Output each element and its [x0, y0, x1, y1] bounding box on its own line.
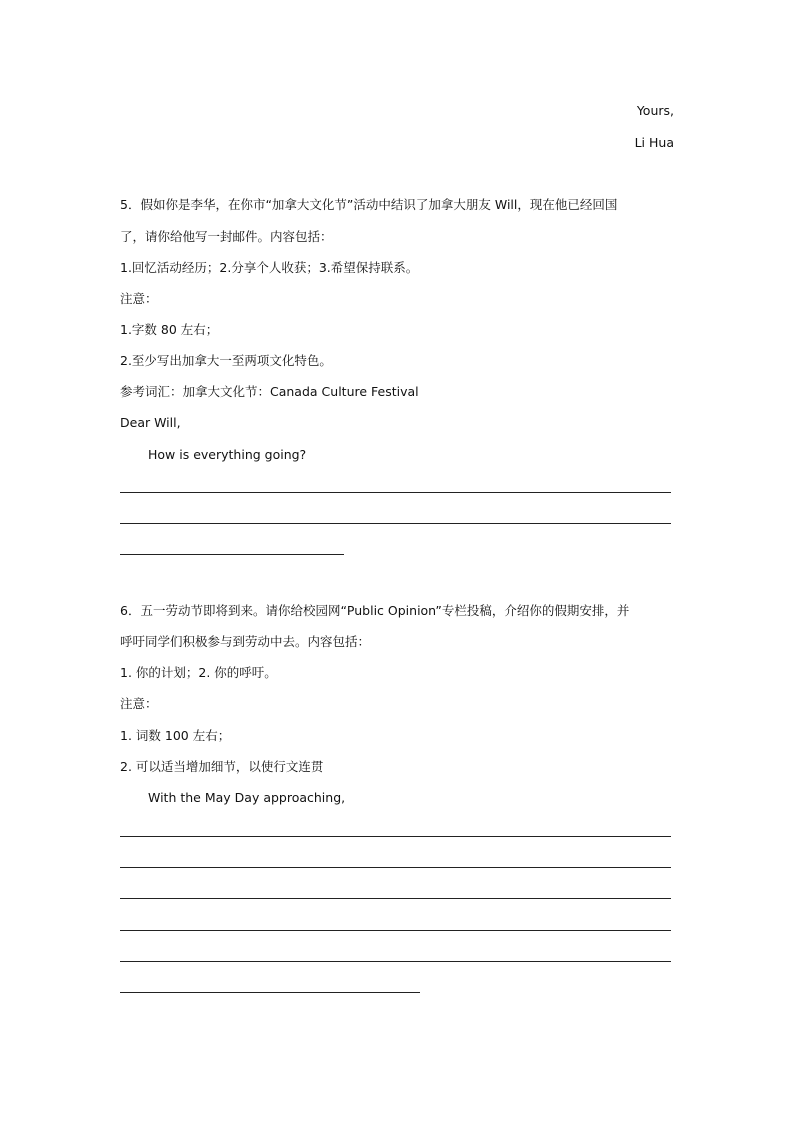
q6-answer-line-6[interactable]	[120, 992, 420, 993]
q5-content-points: 1.回忆活动经历；2.分享个人收获；3.希望保持联系。	[120, 260, 419, 275]
q6-content-points: 1. 你的计划；2. 你的呼吁。	[120, 665, 277, 680]
closing-sign-off: Yours,	[636, 103, 674, 118]
q5-opening-sentence: How is everything going?	[148, 447, 307, 462]
q5-notes-heading: 注意：	[120, 291, 158, 306]
q6-prompt-line-1: 6．五一劳动节即将到来。请你给校园网“Public Opinion”专栏投稿，介绍你的假期安排，并	[120, 603, 630, 618]
q5-note-1: 1.字数 80 左右；	[120, 322, 219, 337]
q5-greeting: Dear Will,	[120, 415, 181, 430]
q6-opening-sentence: With the May Day approaching,	[148, 790, 346, 805]
q6-note-1: 1. 词数 100 左右；	[120, 728, 231, 743]
q6-note-2: 2. 可以适当增加细节，以使行文连贯	[120, 759, 324, 774]
q6-answer-line-1[interactable]	[120, 836, 671, 837]
q6-answer-line-3[interactable]	[120, 898, 671, 899]
q5-note-2: 2.至少写出加拿大一至两项文化特色。	[120, 353, 332, 368]
q5-vocab: 参考词汇：加拿大文化节：Canada Culture Festival	[120, 384, 419, 399]
q5-answer-line-3[interactable]	[120, 554, 344, 555]
q6-answer-line-4[interactable]	[120, 930, 671, 931]
q5-prompt-line-1: 5．假如你是李华，在你市“加拿大文化节”活动中结识了加拿大朋友 Will，现在他已经回国	[120, 197, 618, 212]
q6-prompt-line-2: 呼吁同学们积极参与到劳动中去。内容包括：	[120, 634, 371, 649]
q6-answer-line-5[interactable]	[120, 961, 671, 962]
q5-prompt-line-2: 了，请你给他写一封邮件。内容包括：	[120, 229, 333, 244]
q5-answer-line-2[interactable]	[120, 523, 671, 524]
q6-answer-line-2[interactable]	[120, 867, 671, 868]
q6-notes-heading: 注意：	[120, 696, 158, 711]
q5-answer-line-1[interactable]	[120, 492, 671, 493]
closing-signature: Li Hua	[634, 135, 674, 150]
